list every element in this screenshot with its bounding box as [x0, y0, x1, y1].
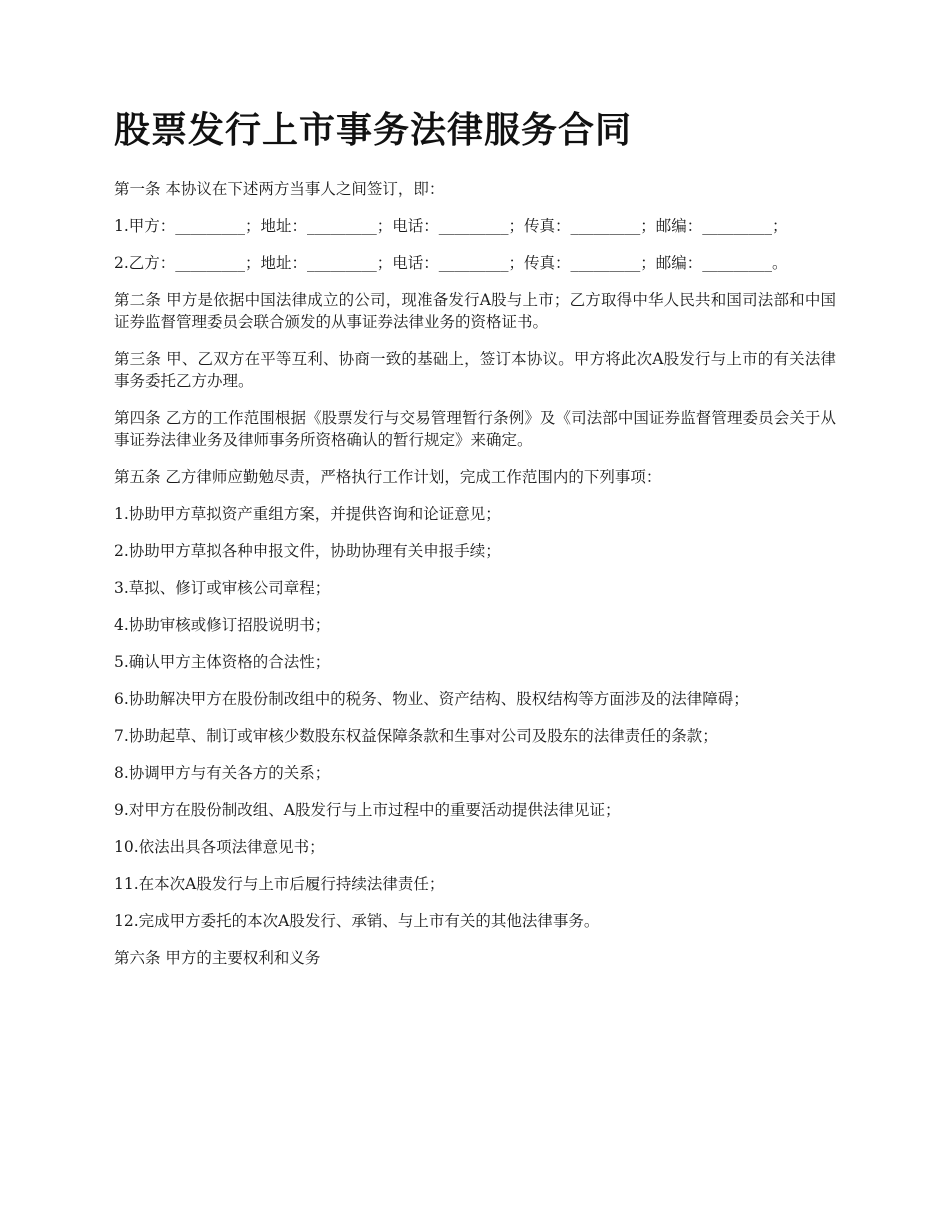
- list-item: 7.协助起草、制订或审核少数股东权益保障条款和生事对公司及股东的法律责任的条款；: [114, 727, 718, 745]
- list-item: 1.协助甲方草拟资产重组方案，并提供咨询和论证意见；: [114, 505, 501, 523]
- document-title: 股票发行上市事务法律服务合同: [114, 110, 633, 151]
- clause-2: 第二条 甲方是依据中国法律成立的公司，现准备发行A股与上市；乙方取得中华人民共和国司法部和中国证券监督管理委员会联合颁发的从事证券法律业务的资格证书。: [114, 291, 836, 331]
- list-item: 8.协调甲方与有关各方的关系；: [114, 764, 331, 782]
- list-item: 12.完成甲方委托的本次A股发行、承销、与上市有关的其他法律事务。: [114, 912, 600, 930]
- list-item: 6.协助解决甲方在股份制改组中的税务、物业、资产结构、股权结构等方面涉及的法律障碍；: [114, 690, 749, 708]
- clause-6: 第六条 甲方的主要权利和义务: [114, 949, 321, 967]
- list-item: 10.依法出具各项法律意见书；: [114, 838, 325, 856]
- list-item: 9.对甲方在股份制改组、A股发行与上市过程中的重要活动提供法律见证；: [114, 801, 621, 819]
- list-item: 4.协助审核或修订招股说明书；: [114, 616, 331, 634]
- party-a-info: 1.甲方：_________；地址：_________；电话：_________；传真：_________；邮编：_________；: [114, 217, 788, 235]
- list-item: 5.确认甲方主体资格的合法性；: [114, 653, 331, 671]
- list-item: 11.在本次A股发行与上市后履行持续法律责任；: [114, 875, 445, 893]
- clause-4: 第四条 乙方的工作范围根据《股票发行与交易管理暂行条例》及《司法部中国证券监督管理委员会关于从事证券法律业务及律师事务所资格确认的暂行规定》来确定。: [114, 409, 836, 449]
- clause-5: 第五条 乙方律师应勤勉尽责，严格执行工作计划，完成工作范围内的下列事项：: [114, 468, 662, 486]
- clause-3: 第三条 甲、乙双方在平等互利、协商一致的基础上，签订本协议。甲方将此次A股发行与上市的有关法律事务委托乙方办理。: [114, 350, 836, 390]
- list-item: 2.协助甲方草拟各种申报文件，协助协理有关申报手续；: [114, 542, 501, 560]
- party-b-info: 2.乙方：_________；地址：_________；电话：_________；传真：_________；邮编：_________。: [114, 254, 788, 272]
- clause-1: 第一条 本协议在下述两方当事人之间签订，即：: [114, 180, 445, 198]
- list-item: 3.草拟、修订或审核公司章程；: [114, 579, 331, 597]
